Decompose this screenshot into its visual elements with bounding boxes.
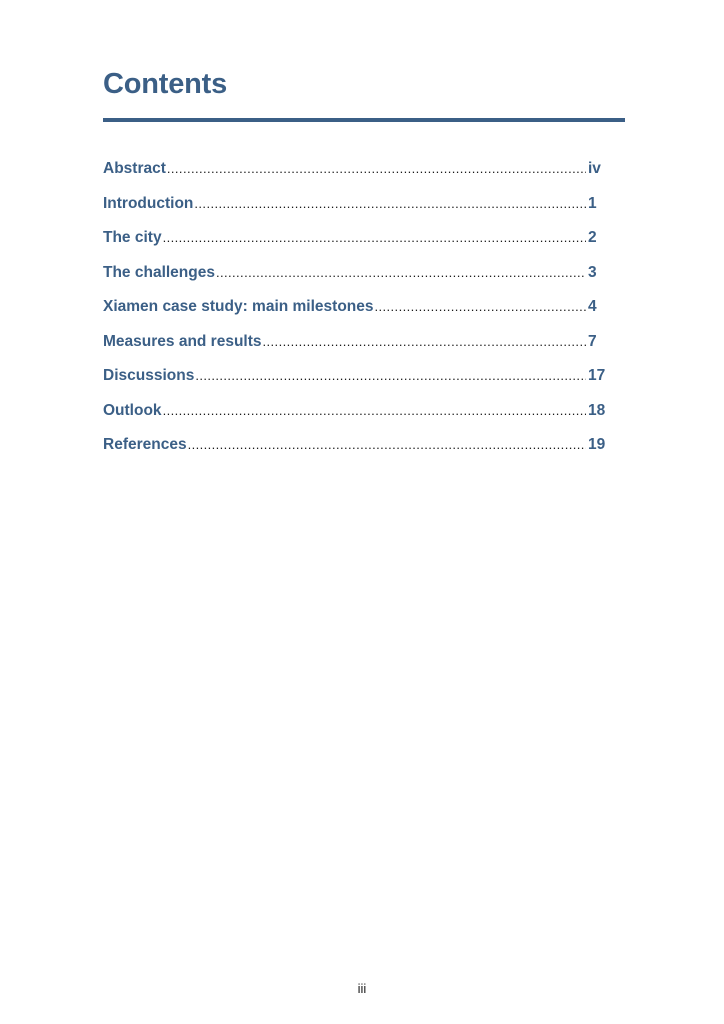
toc-entry-abstract[interactable] <box>103 160 606 195</box>
toc-entry-main-milestones[interactable] <box>103 298 606 333</box>
toc-entry-page: 17 <box>588 367 606 384</box>
toc-entry-page: 2 <box>588 229 597 246</box>
title-rule <box>103 118 625 122</box>
toc-entry-page: iv <box>588 160 601 177</box>
toc-entry-label: Measures and results <box>103 332 262 350</box>
toc-entry-outlook[interactable] <box>103 402 606 437</box>
dot-leader <box>263 334 586 349</box>
dot-leader <box>163 403 586 418</box>
toc-entry-measures-and-results[interactable] <box>103 333 606 368</box>
toc-entry-label: References <box>103 436 187 453</box>
toc-entry-label: Introduction <box>103 194 194 212</box>
toc-entry-label: Outlook <box>103 401 162 419</box>
toc-entry-page: 4 <box>588 298 597 315</box>
dot-leader <box>163 230 586 245</box>
toc-entry-introduction[interactable] <box>103 195 606 230</box>
toc-entry-label: Abstract <box>103 160 166 177</box>
dot-leader <box>375 299 587 314</box>
dot-leader <box>167 161 586 176</box>
toc-entry-the-challenges[interactable] <box>103 264 606 299</box>
toc-entry-label: The challenges <box>103 263 215 281</box>
toc-entry-page: 19 <box>588 436 606 453</box>
toc-entry-label: Discussions <box>103 367 195 384</box>
dot-leader <box>195 368 586 383</box>
dot-leader <box>216 265 586 280</box>
page-number: iii <box>357 981 367 996</box>
toc-entry-discussions[interactable] <box>103 367 606 402</box>
toc-entry-label: The city <box>103 229 162 246</box>
toc-entry-page: 18 <box>588 401 606 419</box>
toc-entry-page: 3 <box>588 263 597 281</box>
dot-leader <box>194 196 586 211</box>
toc-entry-page: 1 <box>588 194 597 212</box>
dot-leader <box>188 437 586 452</box>
toc-entry-the-city[interactable] <box>103 229 606 264</box>
table-of-contents <box>103 160 606 471</box>
toc-entry-references[interactable] <box>103 436 606 471</box>
page-title: Contents <box>103 68 228 100</box>
toc-entry-page: 7 <box>588 332 597 350</box>
toc-entry-label: Xiamen case study: main milestones <box>103 298 374 315</box>
